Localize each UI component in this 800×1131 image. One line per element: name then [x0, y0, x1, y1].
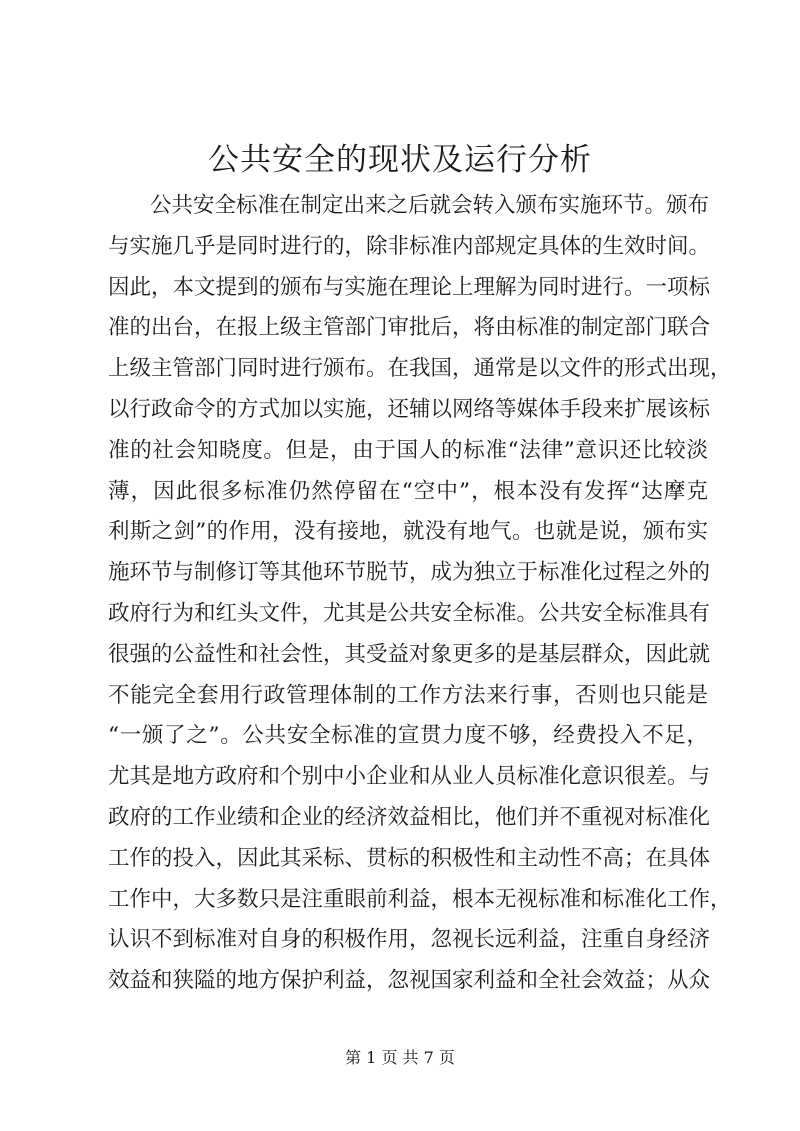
text-line: 以行政命令的方式加以实施，还辅以网络等媒体手段来扩展该标: [108, 396, 711, 422]
text-line: “一颁了之”。公共安全标准的宣贯力度不够，经费投入不足，: [108, 723, 708, 749]
text-line: 很强的公益性和社会性，其受益对象更多的是基层群众，因此就: [108, 641, 711, 667]
text-line: 认识不到标准对自身的积极作用，忽视长远利益，注重自身经济: [108, 927, 711, 953]
text-line: 上级主管部门同时进行颁布。在我国，通常是以文件的形式出现，: [108, 356, 732, 382]
text-line: 施环节与制修订等其他环节脱节，成为独立于标准化过程之外的: [108, 560, 711, 586]
body-paragraph: [108, 186, 732, 1002]
text-line: 政府行为和红头文件，尤其是公共安全标准。公共安全标准具有: [108, 600, 711, 626]
text-line: 工作的投入，因此其采标、贯标的积极性和主动性不高；在具体: [108, 845, 711, 871]
text-line: 因此，本文提到的颁布与实施在理论上理解为同时进行。一项标: [108, 274, 711, 300]
text-line: 工作中，大多数只是注重眼前利益，根本无视标准和标准化工作，: [108, 886, 732, 912]
text-line: 公共安全标准在制定出来之后就会转入颁布实施环节。颁布: [150, 193, 710, 218]
text-line: 尤其是地方政府和个别中小企业和从业人员标准化意识很差。与: [108, 764, 711, 790]
text-line: 不能完全套用行政管理体制的工作方法来行事，否则也只能是: [108, 682, 708, 708]
document-title: 公共安全的现状及运行分析: [208, 142, 592, 178]
text-line: 利斯之剑”的作用，没有接地，就没有地气。也就是说，颁布实: [108, 519, 708, 545]
page-footer: 第 1 页 共 7 页: [345, 1048, 455, 1067]
text-line: 准的出台，在报上级主管部门审批后，将由标准的制定部门联合: [108, 315, 711, 341]
text-line: 准的社会知晓度。但是，由于国人的标准“法律”意识还比较淡: [108, 437, 708, 463]
text-line: 薄，因此很多标准仍然停留在“空中”，根本没有发挥“达摩克: [108, 478, 708, 504]
text-line: 效益和狭隘的地方保护利益，忽视国家利益和全社会效益；从众: [108, 968, 711, 994]
text-line: 政府的工作业绩和企业的经济效益相比，他们并不重视对标准化: [108, 804, 711, 830]
text-line: 与实施几乎是同时进行的，除非标准内部规定具体的生效时间。: [108, 233, 711, 259]
